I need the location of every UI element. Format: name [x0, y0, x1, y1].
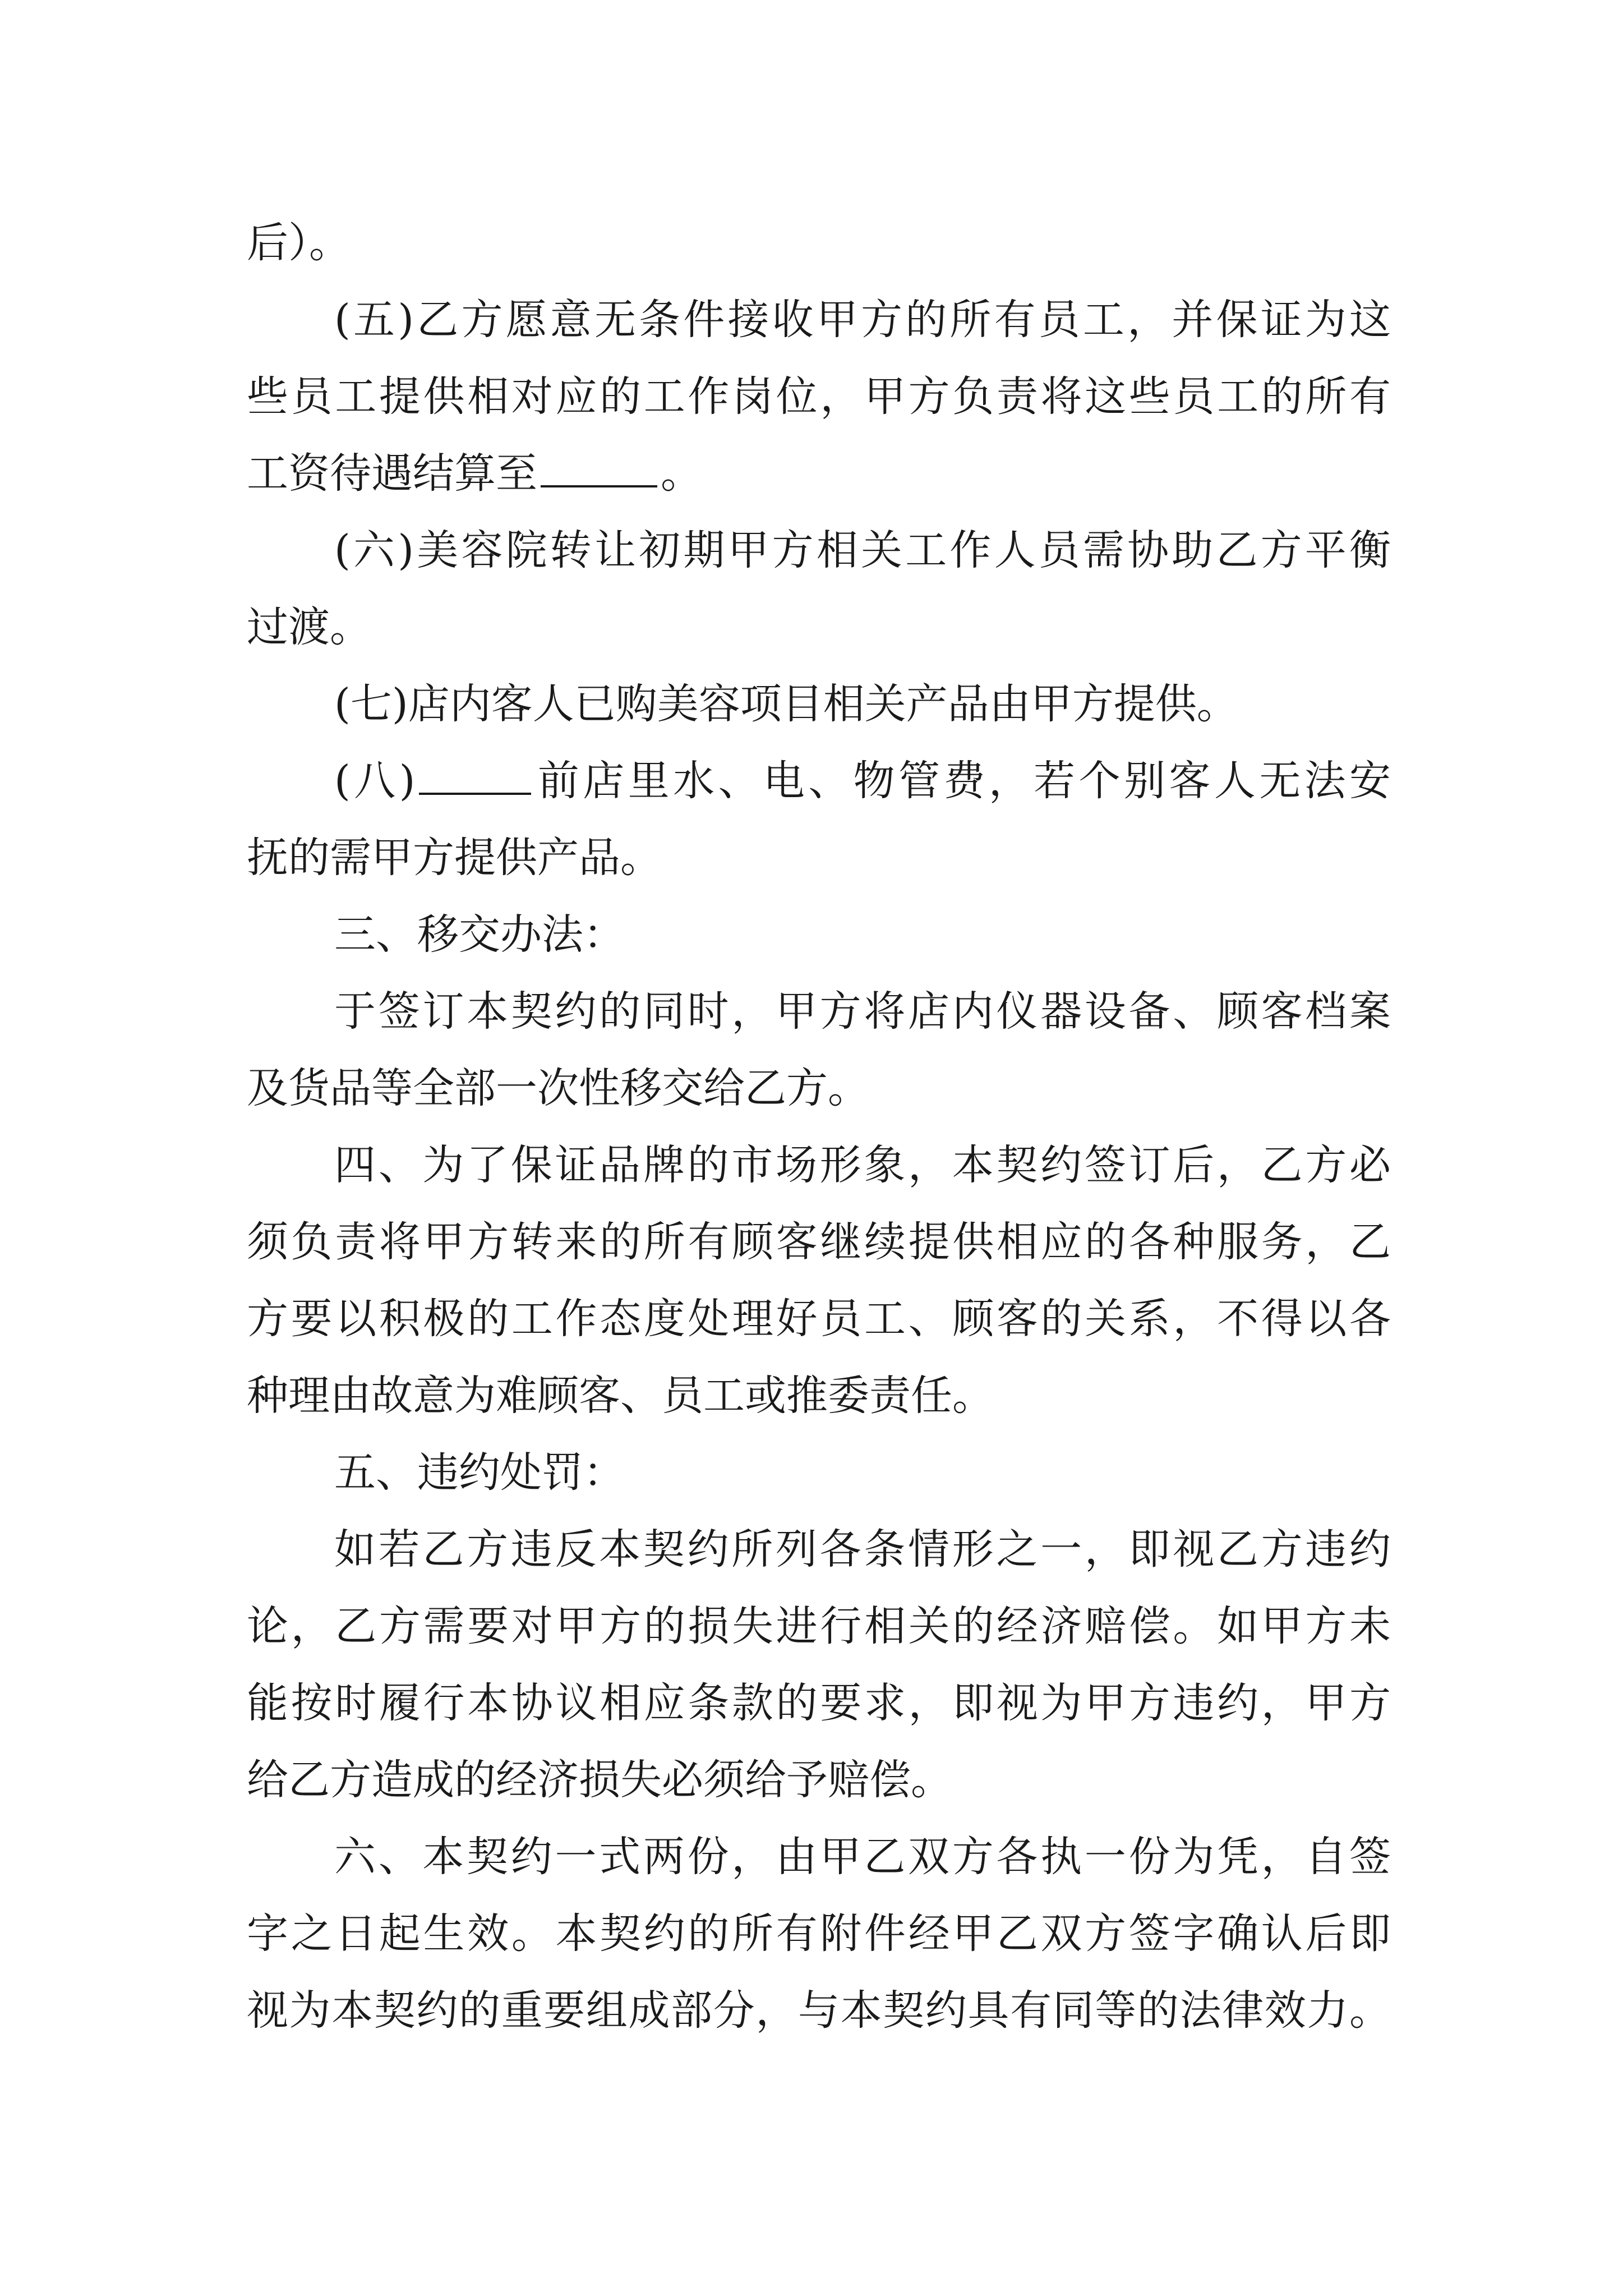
line-08-start: (八)	[334, 757, 416, 805]
line-18: 如若乙方违反本契约所列各条情形之一，即视乙方违约	[334, 1525, 1391, 1573]
line-19: 论，乙方需要对甲方的损失进行相关的经济赔偿。如甲方未	[247, 1602, 1391, 1650]
line-04-text: 工资待遇结算至	[247, 449, 537, 498]
line-21: 给乙方造成的经济损失必须给予赔偿。	[247, 1756, 952, 1804]
line-16: 种理由故意为难顾客、员工或推委责任。	[247, 1372, 994, 1420]
line-22: 六、本契约一式两份，由甲乙双方各执一份为凭，自签	[334, 1833, 1391, 1881]
line-05: (六)美容院转让初期甲方相关工作人员需协助乙方平衡	[334, 526, 1391, 574]
line-09: 抚的需甲方提供产品。	[247, 834, 662, 882]
line-01: 后）。	[247, 219, 351, 267]
line-12: 及货品等全部一次性移交给乙方。	[247, 1064, 869, 1112]
line-14: 须负责将甲方转来的所有顾客继续提供相应的各种服务，乙	[247, 1218, 1391, 1266]
line-15: 方要以积极的工作态度处理好员工、顾客的关系，不得以各	[247, 1295, 1391, 1343]
line-07: (七)店内客人已购美容项目相关产品由甲方提供。	[334, 680, 1238, 728]
line-20: 能按时履行本协议相应条款的要求，即视为甲方违约，甲方	[247, 1679, 1391, 1727]
line-13: 四、为了保证品牌的市场形象，本契约签订后，乙方必	[334, 1141, 1391, 1189]
line-24: 视为本契约的重要组成部分，与本契约具有同等的法律效力。	[247, 1986, 1391, 2035]
line-08-text: 前店里水、电、物管费，若个别客人无法安	[534, 757, 1391, 805]
line-03: 些员工提供相对应的工作岗位，甲方负责将这些员工的所有	[247, 372, 1391, 421]
line-02: (五)乙方愿意无条件接收甲方的所有员工，并保证为这	[334, 296, 1391, 344]
line-06: 过渡。	[247, 603, 371, 651]
section-heading-transfer: 三、移交办法：	[334, 910, 625, 959]
line-23: 字之日起生效。本契约的所有附件经甲乙双方签字确认后即	[247, 1910, 1391, 1958]
line-04	[247, 443, 1391, 504]
line-08	[334, 750, 1391, 812]
line-04-end: 。	[661, 449, 702, 498]
section-heading-breach: 五、违约处罚：	[334, 1448, 625, 1497]
line-11: 于签订本契约的同时，甲方将店内仪器设备、顾客档案	[334, 987, 1391, 1036]
fill-in-blank-settle-date	[541, 446, 657, 487]
fill-in-blank-date	[419, 753, 531, 795]
